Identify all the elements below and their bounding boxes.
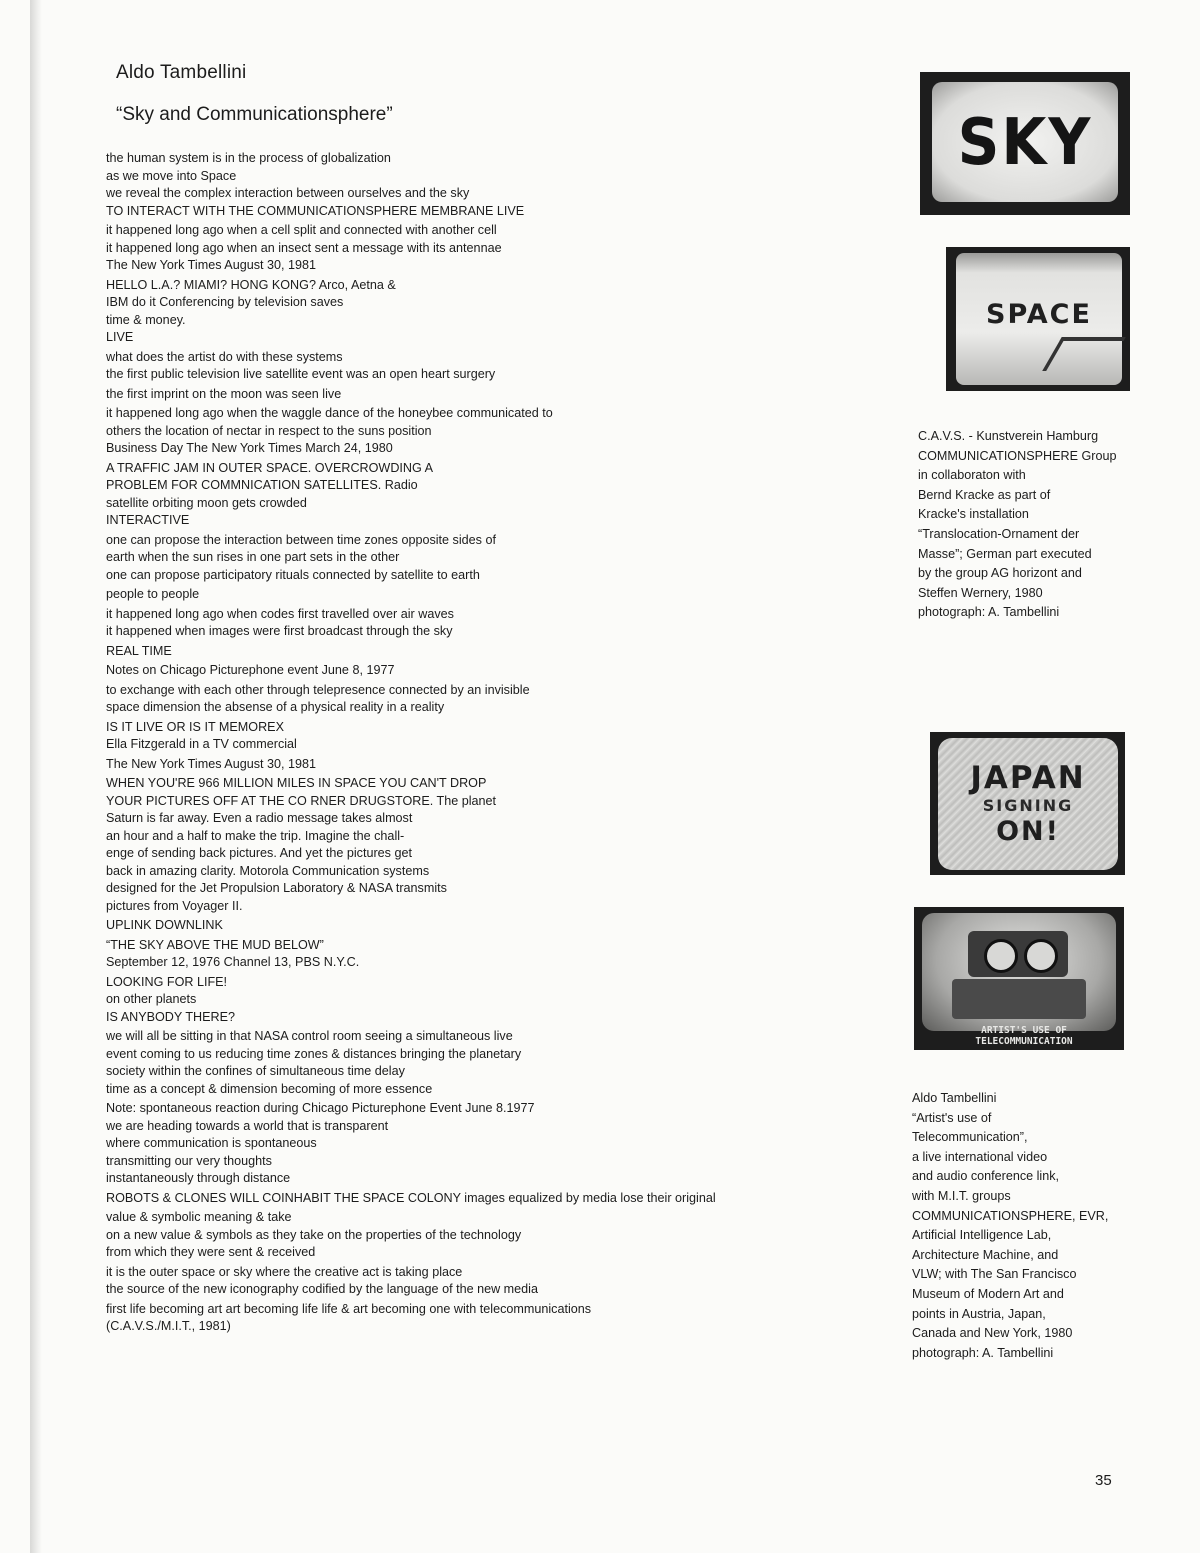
body-line: the first imprint on the moon was seen live [106, 386, 342, 401]
body-line: time & money. [106, 312, 186, 327]
body-line: the first public television live satellite event was an open heart surgery [106, 367, 496, 381]
photo-japan-line2: SIGNING [982, 796, 1074, 815]
photo-space-screen [956, 253, 1122, 385]
body-line: Saturn is far away. Even a radio message takes almost [106, 811, 413, 825]
caption-line: and audio conference link, [912, 1169, 1060, 1184]
caption-line: Steffen Wernery, 1980 [918, 585, 1043, 600]
photo-robot-eye-right [1024, 939, 1058, 973]
body-line: time as a concept & dimension becoming of more essence [106, 1081, 433, 1096]
body-line: space dimension the absense of a physical reality in a reality [106, 700, 445, 714]
body-line: REAL TIME [106, 643, 172, 658]
body-line: it happened long ago when the waggle dance of the honeybee communicated to [106, 406, 553, 420]
body-line: we are heading towards a world that is transparent [106, 1118, 389, 1133]
body-line: IBM do it Conferencing by television saves [106, 295, 344, 309]
body-line: (C.A.V.S./M.I.T., 1981) [106, 1319, 231, 1333]
body-line: the human system is in the process of globalization [106, 151, 391, 165]
photo-sky-screen [932, 82, 1118, 202]
caption-line: Telecommunication”, [912, 1130, 1028, 1145]
body-line: LIVE [106, 330, 134, 344]
body-line: we will all be sitting in that NASA control room seeing a simultaneous live [106, 1029, 513, 1043]
body-line: Business Day The New York Times March 24, 1980 [106, 441, 393, 455]
photo-robot-line1: ARTIST'S USE OF [981, 1025, 1067, 1036]
body-line: the source of the new iconography codified by the language of the new media [106, 1282, 538, 1296]
photo-robot-caption-band [954, 1025, 1094, 1047]
body-line: instantaneously through distance [106, 1171, 291, 1185]
body-line: as we move into Space [106, 168, 237, 183]
page-binding-shadow [30, 0, 42, 1553]
body-line: earth when the sun rises in one part sets in the other [106, 550, 400, 564]
body-line: The New York Times August 30, 1981 [106, 756, 317, 771]
body-line: satellite orbiting moon gets crowded [106, 495, 307, 510]
caption-line: COMMUNICATIONSPHERE Group [918, 448, 1117, 463]
body-line: pictures from Voyager II. [106, 898, 243, 913]
body-line: INTERACTIVE [106, 513, 190, 527]
caption-line: Bernd Kracke as part of [918, 487, 1051, 502]
body-line: value & symbolic meaning & take [106, 1210, 292, 1224]
photo-japan-screen [938, 738, 1118, 870]
body-line: one can propose participatory rituals connected by satellite to earth [106, 567, 480, 582]
body-line: Note: spontaneous reaction during Chicago Picturephone Event June 8.1977 [106, 1101, 535, 1115]
photo-japan-line3: ON! [996, 816, 1060, 847]
caption-line: photograph: A. Tambellini [918, 605, 1060, 620]
body-line: HELLO L.A.? MIAMI? HONG KONG? Arco, Aetna & [106, 277, 396, 292]
photo-robot [914, 907, 1124, 1050]
body-line: TO INTERACT WITH THE COMMUNICATIONSPHERE MEMBRANE LIVE [106, 203, 525, 218]
body-line: it happened when images were first broadcast through the sky [106, 624, 453, 638]
body-line: from which they were sent & received [106, 1245, 316, 1259]
body-line: on a new value & symbols as they take on the properties of the technology [106, 1227, 522, 1242]
caption-line: Masse”; German part executed [918, 546, 1092, 561]
photo-sky-text: SKY [957, 104, 1093, 180]
body-line: others the location of nectar in respect to the suns position [106, 423, 432, 438]
article-title: “Sky and Communicationsphere” [116, 104, 393, 125]
body-line: event coming to us reducing time zones & distances bringing the planetary [106, 1046, 522, 1061]
caption-line: in collaboraton with [918, 468, 1026, 483]
caption-line: Canada and New York, 1980 [912, 1326, 1073, 1341]
caption-line: C.A.V.S. - Kunstverein Hamburg [918, 429, 1099, 443]
body-line: WHEN YOU'RE 966 MILLION MILES IN SPACE YOU CAN'T DROP [106, 776, 487, 790]
caption-artists-use [912, 1089, 1108, 1363]
body-line: enge of sending back pictures. And yet the pictures get [106, 846, 412, 860]
body-line: Ella Fitzgerald in a TV commercial [106, 737, 297, 751]
caption-line: COMMUNICATIONSPHERE, EVR, [912, 1208, 1109, 1223]
body-line: it is the outer space or sky where the creative act is taking place [106, 1264, 463, 1279]
body-line: A TRAFFIC JAM IN OUTER SPACE. OVERCROWDING A [106, 460, 434, 475]
author-name: Aldo Tambellini [116, 62, 247, 83]
body-line: it happened long ago when a cell split and connected with another cell [106, 223, 497, 237]
caption-line: “Translocation-Ornament der [918, 526, 1080, 541]
caption-line: points in Austria, Japan, [912, 1306, 1046, 1321]
body-line: Notes on Chicago Picturephone event June 8, 1977 [106, 663, 395, 677]
body-line: IS IT LIVE OR IS IT MEMOREX [106, 719, 284, 734]
caption-line: Aldo Tambellini [912, 1091, 997, 1105]
caption-line: Kracke's installation [918, 507, 1029, 522]
photo-space [946, 247, 1130, 391]
body-line: September 12, 1976 Channel 13, PBS N.Y.C. [106, 955, 360, 969]
photo-robot-head [968, 931, 1068, 977]
body-line: YOUR PICTURES OFF AT THE CO RNER DRUGSTORE. The planet [106, 793, 497, 808]
photo-space-text: SPACE [986, 298, 1092, 330]
caption-line: “Artist's use of [912, 1110, 992, 1125]
photo-robot-line2: TELECOMMUNICATION [975, 1036, 1073, 1047]
caption-line: a live international video [912, 1149, 1048, 1164]
body-line: LOOKING FOR LIFE! [106, 974, 228, 989]
body-line: it happened long ago when an insect sent a message with its antennae [106, 240, 502, 255]
body-line: transmitting our very thoughts [106, 1153, 272, 1168]
body-line: back in amazing clarity. Motorola Communication systems [106, 863, 430, 878]
photo-sky [920, 72, 1130, 215]
body-line: an hour and a half to make the trip. Imagine the chall- [106, 828, 405, 843]
photo-space-antenna [1042, 337, 1126, 371]
body-line: PROBLEM FOR COMMNICATION SATELLITES. Radio [106, 478, 418, 492]
body-line: ROBOTS & CLONES WILL COINHABIT THE SPACE COLONY images equalized by media lose their original [106, 1190, 716, 1205]
caption-line: Artificial Intelligence Lab, [912, 1228, 1052, 1243]
article-body [106, 150, 806, 1336]
photo-robot-screen [922, 913, 1116, 1031]
body-line: “THE SKY ABOVE THE MUD BELOW” [106, 937, 324, 952]
photo-japan [930, 732, 1125, 875]
body-line: we reveal the complex interaction between ourselves and the sky [106, 186, 470, 200]
caption-line: photograph: A. Tambellini [912, 1345, 1054, 1360]
body-line: to exchange with each other through telepresence connected by an invisible [106, 682, 530, 697]
photo-robot-eye-left [984, 939, 1018, 973]
body-line: society within the confines of simultaneous time delay [106, 1064, 405, 1078]
body-line: UPLINK DOWNLINK [106, 918, 223, 932]
body-line: designed for the Jet Propulsion Laboratory & NASA transmits [106, 881, 447, 895]
caption-line: Museum of Modern Art and [912, 1286, 1064, 1301]
body-line: it happened long ago when codes first travelled over air waves [106, 606, 454, 621]
body-line: where communication is spontaneous [106, 1136, 317, 1150]
body-line: one can propose the interaction between time zones opposite sides of [106, 532, 496, 547]
caption-line: with M.I.T. groups [912, 1188, 1011, 1203]
body-line: people to people [106, 587, 200, 601]
caption-line: VLW; with The San Francisco [912, 1267, 1077, 1282]
photo-robot-body [952, 979, 1086, 1019]
body-line: what does the artist do with these systems [106, 349, 343, 364]
body-line: on other planets [106, 992, 197, 1006]
photo-japan-line1: JAPAN [970, 760, 1086, 796]
body-line: first life becoming art art becoming life life & art becoming one with telecommunications [106, 1301, 592, 1316]
page-number: 35 [1095, 1472, 1112, 1489]
caption-line: by the group AG horizont and [918, 566, 1082, 581]
body-line: The New York Times August 30, 1981 [106, 258, 317, 272]
caption-line: Architecture Machine, and [912, 1247, 1059, 1262]
caption-kunstverein [918, 427, 1117, 623]
body-line: IS ANYBODY THERE? [106, 1009, 236, 1024]
